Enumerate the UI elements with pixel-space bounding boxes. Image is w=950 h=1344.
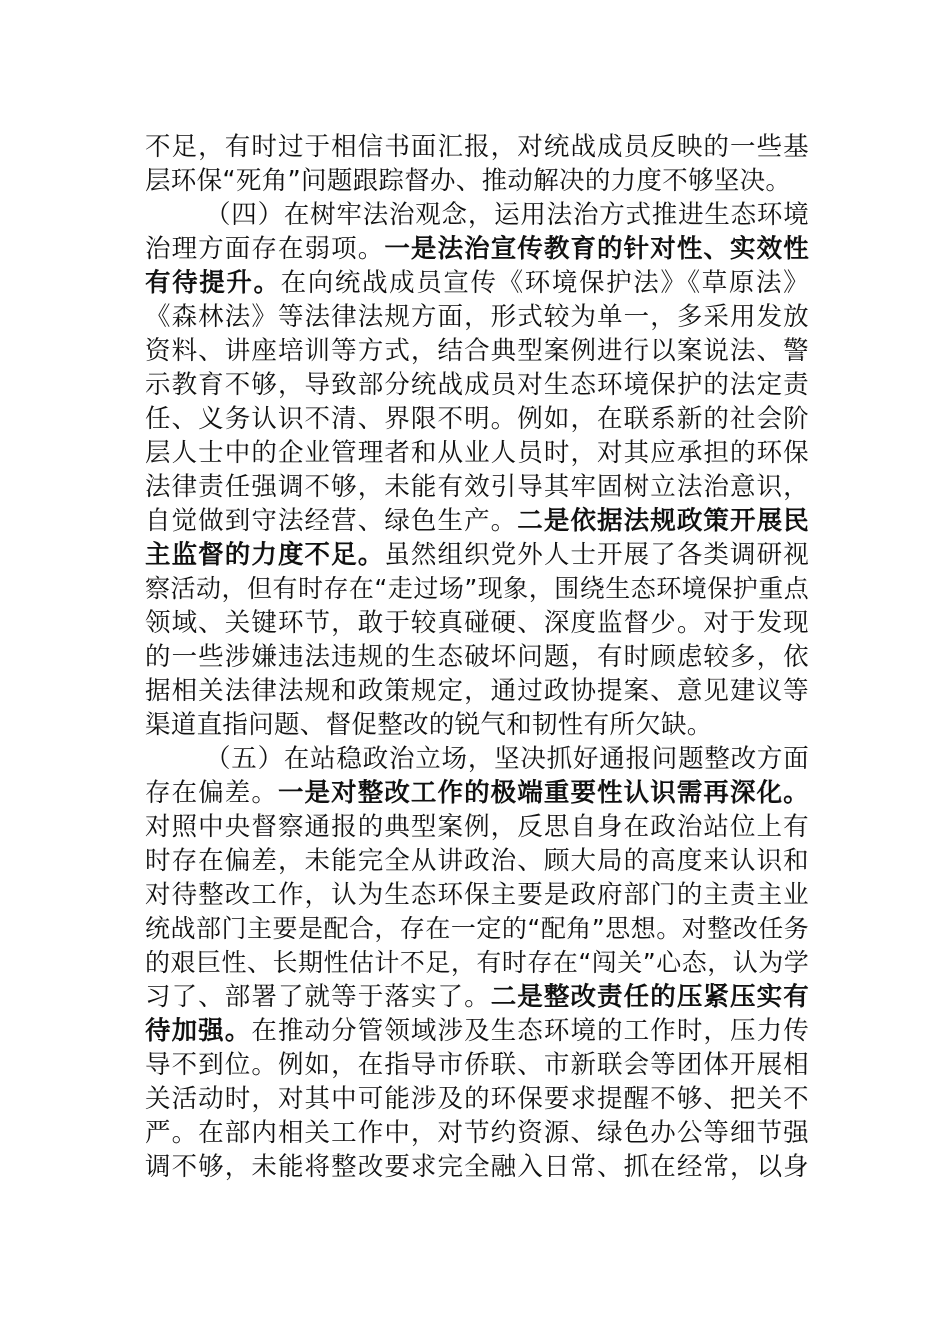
text-line: 关活动时，对其中可能涉及的环保要求提醒不够、把关不 bbox=[145, 1084, 809, 1114]
text-line: 对待整改工作，认为生态环保主要是政府部门的主责主业 bbox=[145, 880, 809, 910]
text-line: 存在偏差。一是对整改工作的极端重要性认识需再深化。 bbox=[145, 778, 809, 808]
text-line: 层环保“死角”问题跟踪督办、推动解决的力度不够坚决。 bbox=[145, 166, 792, 196]
text-line: 的艰巨性、长期性估计不足，有时存在“闯关”心态，认为学 bbox=[145, 948, 809, 977]
text-line: 主监督的力度不足。虽然组织党外人士开展了各类调研视 bbox=[145, 540, 809, 570]
text-line: 习了、部署了就等于落实了。二是整改责任的压紧压实有 bbox=[145, 982, 809, 1012]
text-line: 时存在偏差，未能完全从讲政治、顾大局的高度来认识和 bbox=[145, 846, 809, 876]
text-line: 对照中央督察通报的典型案例，反思自身在政治站位上有 bbox=[145, 812, 809, 842]
text-line: 渠道直指问题、督促整改的锐气和韧性有所欠缺。 bbox=[145, 710, 713, 740]
text-line: 自觉做到守法经营、绿色生产。二是依据法规政策开展民 bbox=[145, 506, 809, 536]
text-line: 不足，有时过于相信书面汇报，对统战成员反映的一些基 bbox=[145, 132, 809, 162]
text-line: 据相关法律法规和政策规定，通过政协提案、意见建议等 bbox=[145, 676, 809, 706]
text-line: 有待提升。在向统战成员宣传《环境保护法》《草原法》 bbox=[145, 268, 809, 298]
section-heading-5: （五）在站稳政治立场，坚决抓好通报问题整改方面 bbox=[205, 744, 809, 774]
text-line: 的一些涉嫌违法违规的生态破坏问题，有时顾虑较多，依 bbox=[145, 642, 809, 672]
text-line: 资料、讲座培训等方式，结合典型案例进行以案说法、警 bbox=[145, 336, 809, 366]
text-line: 统战部门主要是配合，存在一定的“配角”思想。对整改任务 bbox=[145, 914, 809, 943]
text-line: 严。在部内相关工作中，对节约资源、绿色办公等细节强 bbox=[145, 1118, 809, 1148]
text-line: 待加强。在推动分管领域涉及生态环境的工作时，压力传 bbox=[145, 1016, 809, 1046]
text-line: 示教育不够，导致部分统战成员对生态环境保护的法定责 bbox=[145, 370, 809, 400]
text-line: 任、义务认识不清、界限不明。例如，在联系新的社会阶 bbox=[145, 404, 809, 434]
section-heading-4: （四）在树牢法治观念，运用法治方式推进生态环境 bbox=[205, 200, 809, 230]
text-line: 察活动，但有时存在“走过场”现象，围绕生态环境保护重点 bbox=[145, 574, 809, 603]
text-line: 法律责任强调不够，未能有效引导其牢固树立法治意识， bbox=[145, 472, 809, 502]
text-line: 层人士中的企业管理者和从业人员时，对其应承担的环保 bbox=[145, 438, 809, 468]
text-line: 导不到位。例如，在指导市侨联、市新联会等团体开展相 bbox=[145, 1050, 809, 1080]
text-line: 领域、关键环节，敢于较真碰硬、深度监督少。对于发现 bbox=[145, 608, 809, 638]
text-line: 调不够，未能将整改要求完全融入日常、抓在经常，以身 bbox=[145, 1152, 809, 1182]
text-line: 《森林法》等法律法规方面，形式较为单一，多采用发放 bbox=[145, 302, 809, 332]
text-line: 治理方面存在弱项。一是法治宣传教育的针对性、实效性 bbox=[145, 234, 809, 264]
